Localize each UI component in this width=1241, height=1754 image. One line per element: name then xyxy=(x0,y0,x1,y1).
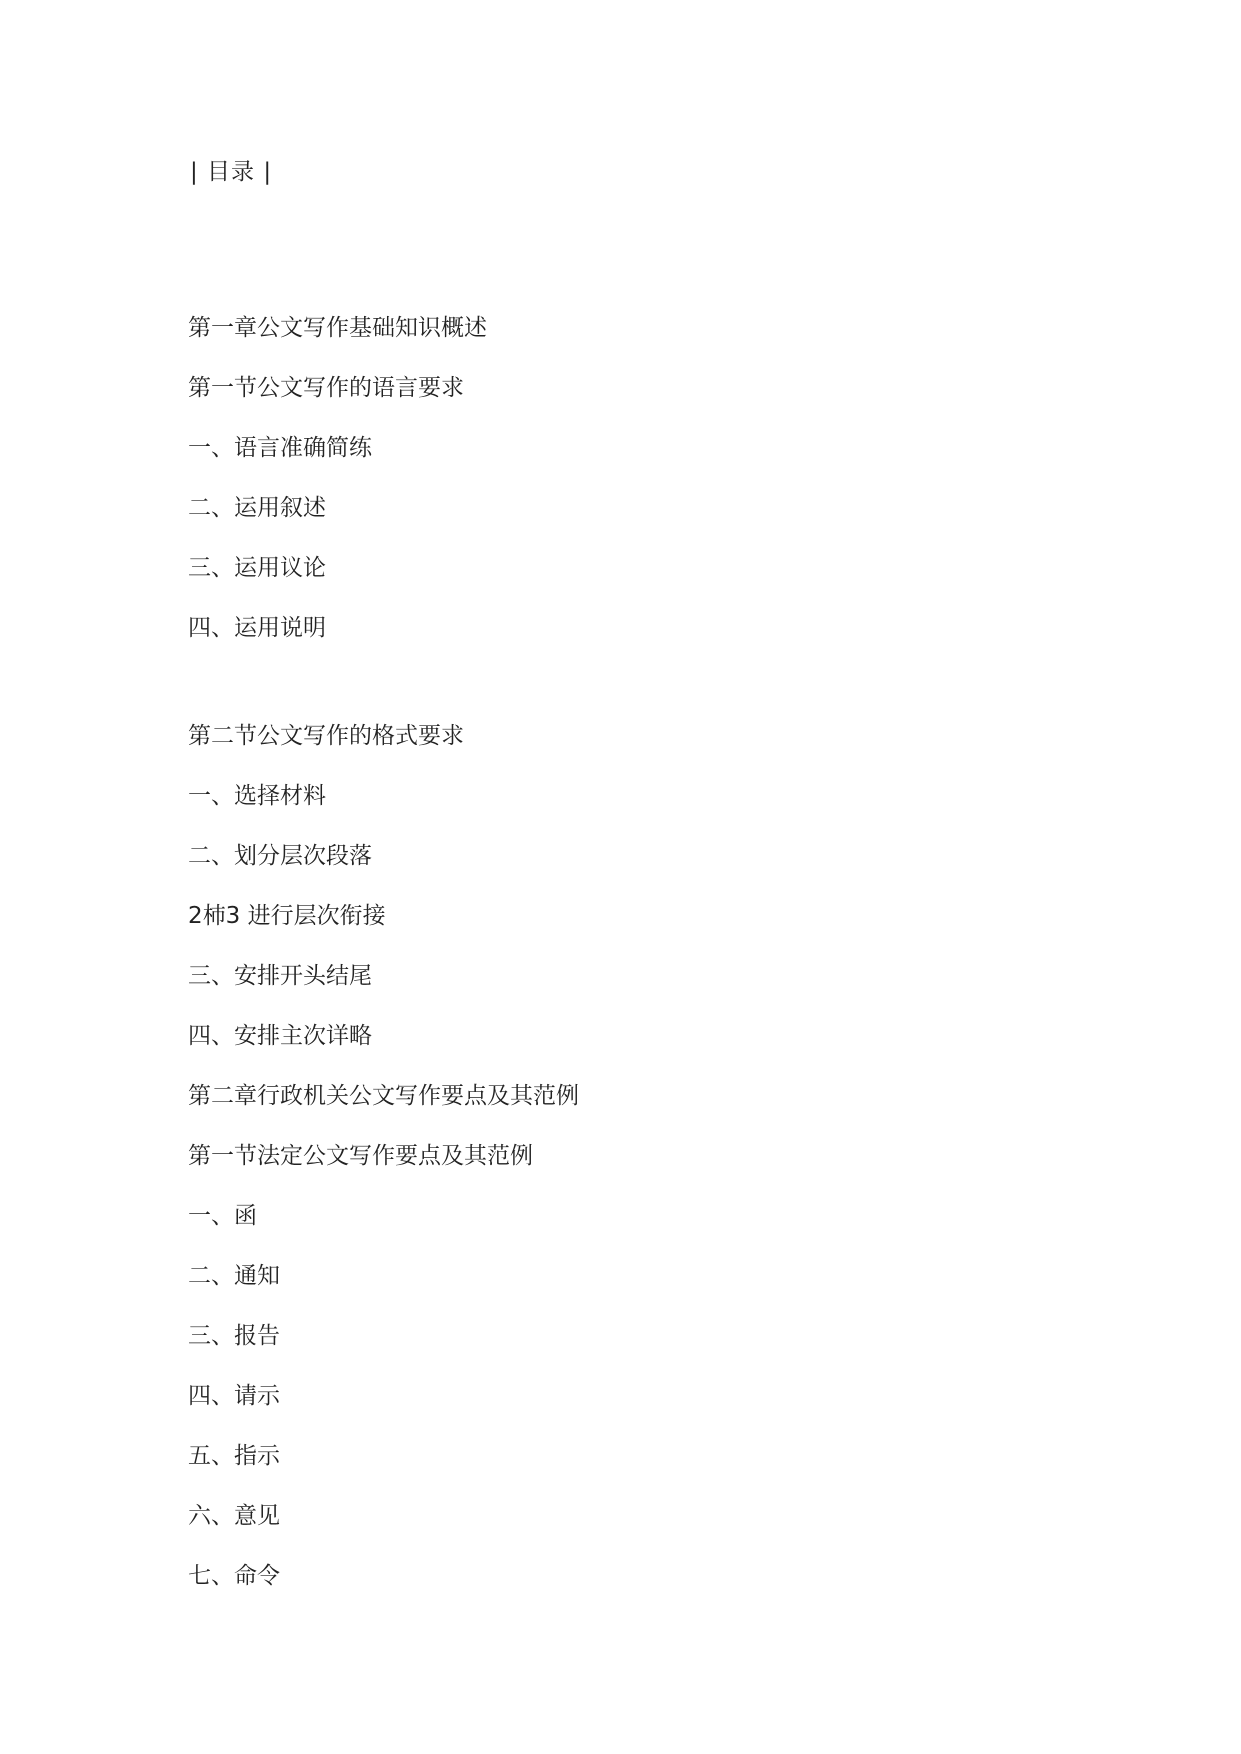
toc-item: 二、通知 xyxy=(188,1263,280,1289)
toc-item: 三、安排开头结尾 xyxy=(188,963,372,989)
toc-item: 六、意见 xyxy=(188,1503,280,1529)
toc-item: 三、运用议论 xyxy=(188,555,326,581)
toc-item: 四、安排主次详略 xyxy=(188,1023,372,1049)
toc-chapter-1: 第一章公文写作基础知识概述 xyxy=(188,315,487,341)
toc-item: 三、报告 xyxy=(188,1323,280,1349)
toc-item: 一、语言准确简练 xyxy=(188,435,372,461)
toc-section-2-1: 第一节法定公文写作要点及其范例 xyxy=(188,1143,533,1169)
toc-section-1-2: 第二节公文写作的格式要求 xyxy=(188,723,464,749)
toc-item: 一、函 xyxy=(188,1203,257,1229)
toc-item: 五、指示 xyxy=(188,1443,280,1469)
toc-item: 七、命令 xyxy=(188,1563,280,1589)
toc-item: 二、运用叙述 xyxy=(188,495,326,521)
toc-item: 二、划分层次段落 xyxy=(188,843,372,869)
toc-title: | 目录 | xyxy=(190,159,273,185)
toc-item: 四、运用说明 xyxy=(188,615,326,641)
toc-chapter-2: 第二章行政机关公文写作要点及其范例 xyxy=(188,1083,579,1109)
toc-section-1-1: 第一节公文写作的语言要求 xyxy=(188,375,464,401)
toc-item: 四、请示 xyxy=(188,1383,280,1409)
toc-item: 2杮3 进行层次衔接 xyxy=(188,903,386,929)
toc-item: 一、选择材料 xyxy=(188,783,326,809)
